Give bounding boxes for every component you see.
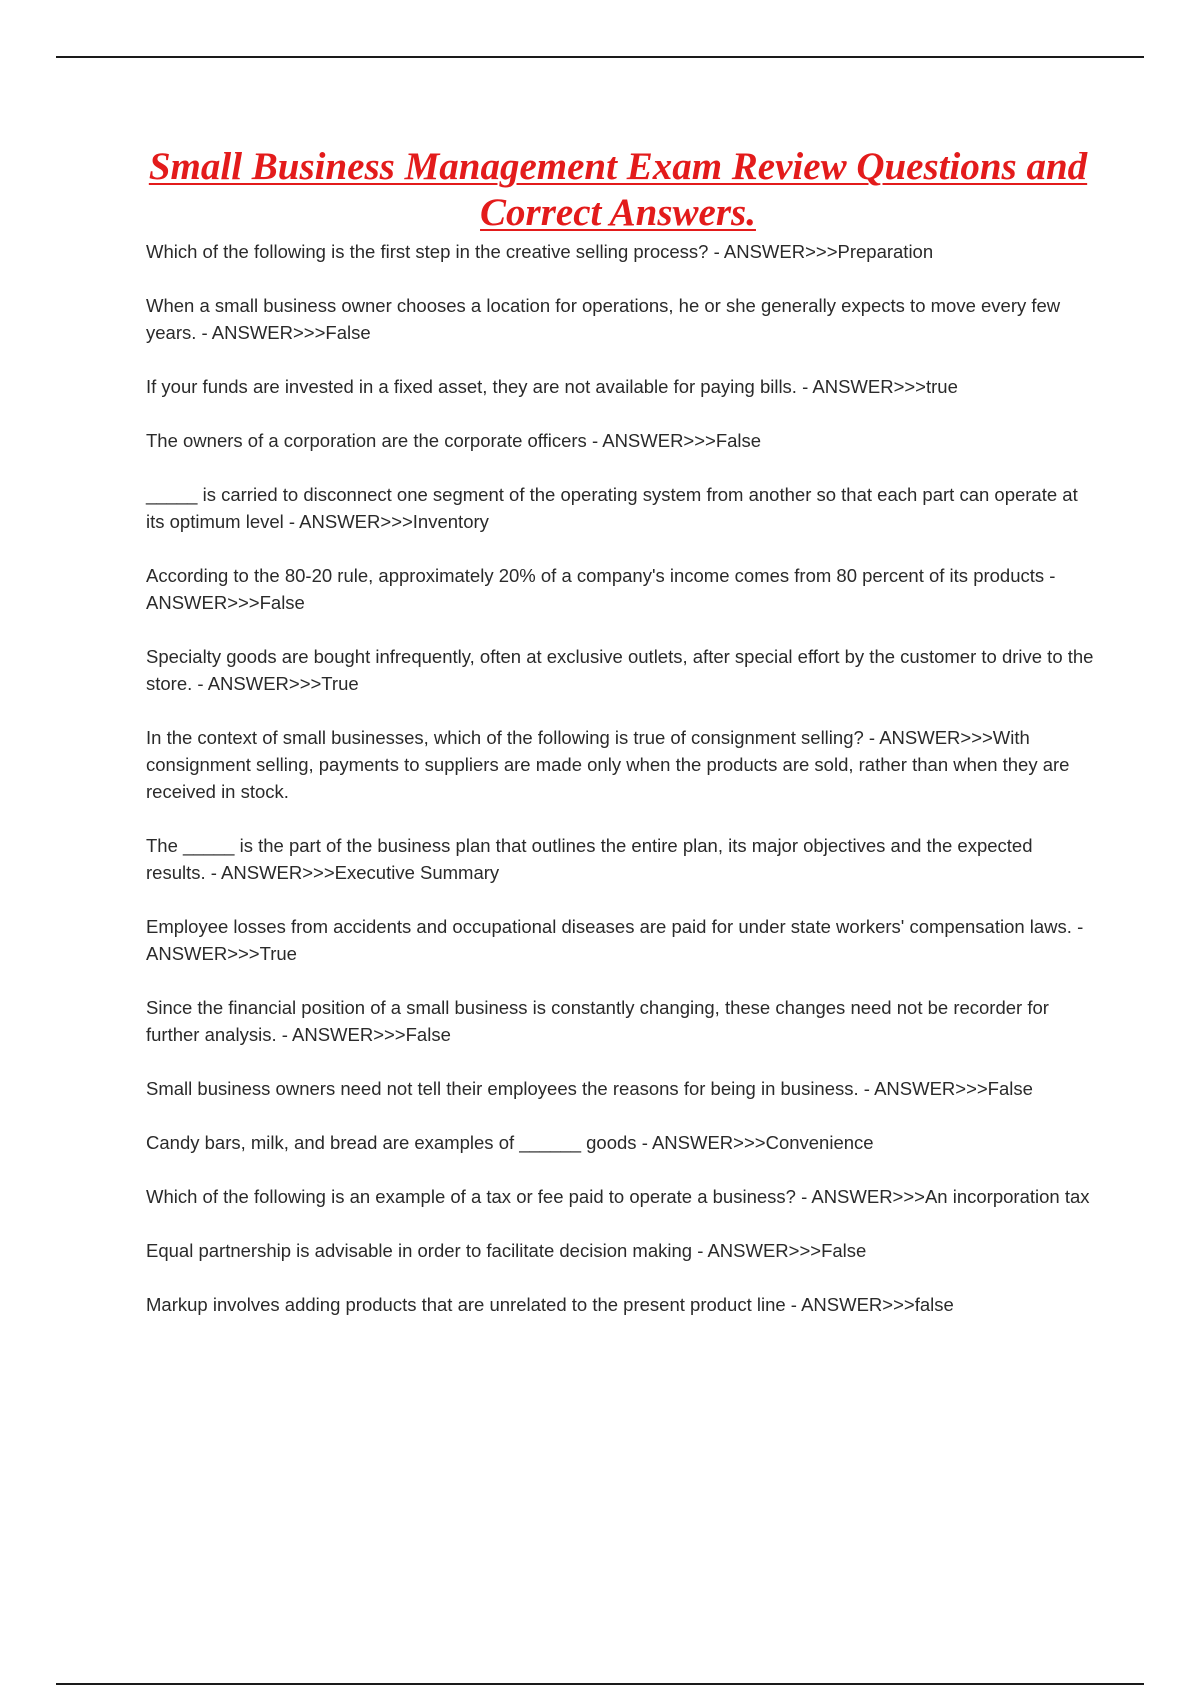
- qa-item: _____ is carried to disconnect one segment of the operating system from another so that each part can operate at its optimum level - ANSWER>>>Inventory: [146, 484, 1078, 532]
- qa-item: According to the 80-20 rule, approximately 20% of a company's income comes from 80 percent of its products - ANSWER>>>False: [146, 565, 1056, 613]
- qa-item: Markup involves adding products that are unrelated to the present product line - ANSWER>>>false: [146, 1294, 954, 1315]
- qa-item: Specialty goods are bought infrequently, often at exclusive outlets, after special effort by the customer to drive to the store. - ANSWER>>>True: [146, 646, 1094, 694]
- qa-list: [146, 238, 1096, 1345]
- qa-item: In the context of small businesses, which of the following is true of consignment selling? - ANSWER>>>With consignment selling, payments to suppliers are made only when the products are sold, rather than when they are received in stock.: [146, 727, 1070, 802]
- page-title: Small Business Management Exam Review Questions and Correct Answers.: [148, 145, 1088, 234]
- qa-item: Candy bars, milk, and bread are examples of ______ goods - ANSWER>>>Convenience: [146, 1132, 874, 1153]
- qa-item: Equal partnership is advisable in order to facilitate decision making - ANSWER>>>False: [146, 1240, 867, 1261]
- qa-item: Which of the following is the first step in the creative selling process? - ANSWER>>>Preparation: [146, 241, 934, 262]
- bottom-rule: [56, 1683, 1144, 1685]
- qa-item: Small business owners need not tell their employees the reasons for being in business. - ANSWER>>>False: [146, 1078, 1033, 1099]
- qa-item: Since the financial position of a small business is constantly changing, these changes need not be recorder for further analysis. - ANSWER>>>False: [146, 997, 1049, 1045]
- top-rule: [56, 56, 1144, 58]
- qa-item: The owners of a corporation are the corporate officers - ANSWER>>>False: [146, 430, 762, 451]
- qa-item: The _____ is the part of the business plan that outlines the entire plan, its major objectives and the expected results. - ANSWER>>>Executive Summary: [146, 835, 1033, 883]
- qa-item: If your funds are invested in a fixed asset, they are not available for paying bills. - ANSWER>>>true: [146, 376, 958, 397]
- qa-item: When a small business owner chooses a location for operations, he or she generally expects to move every few years. - ANSWER>>>False: [146, 295, 1061, 343]
- qa-item: Which of the following is an example of a tax or fee paid to operate a business? - ANSWER>>>An incorporation tax: [146, 1186, 1090, 1207]
- qa-item: Employee losses from accidents and occupational diseases are paid for under state workers' compensation laws. - ANSWER>>>True: [146, 916, 1084, 964]
